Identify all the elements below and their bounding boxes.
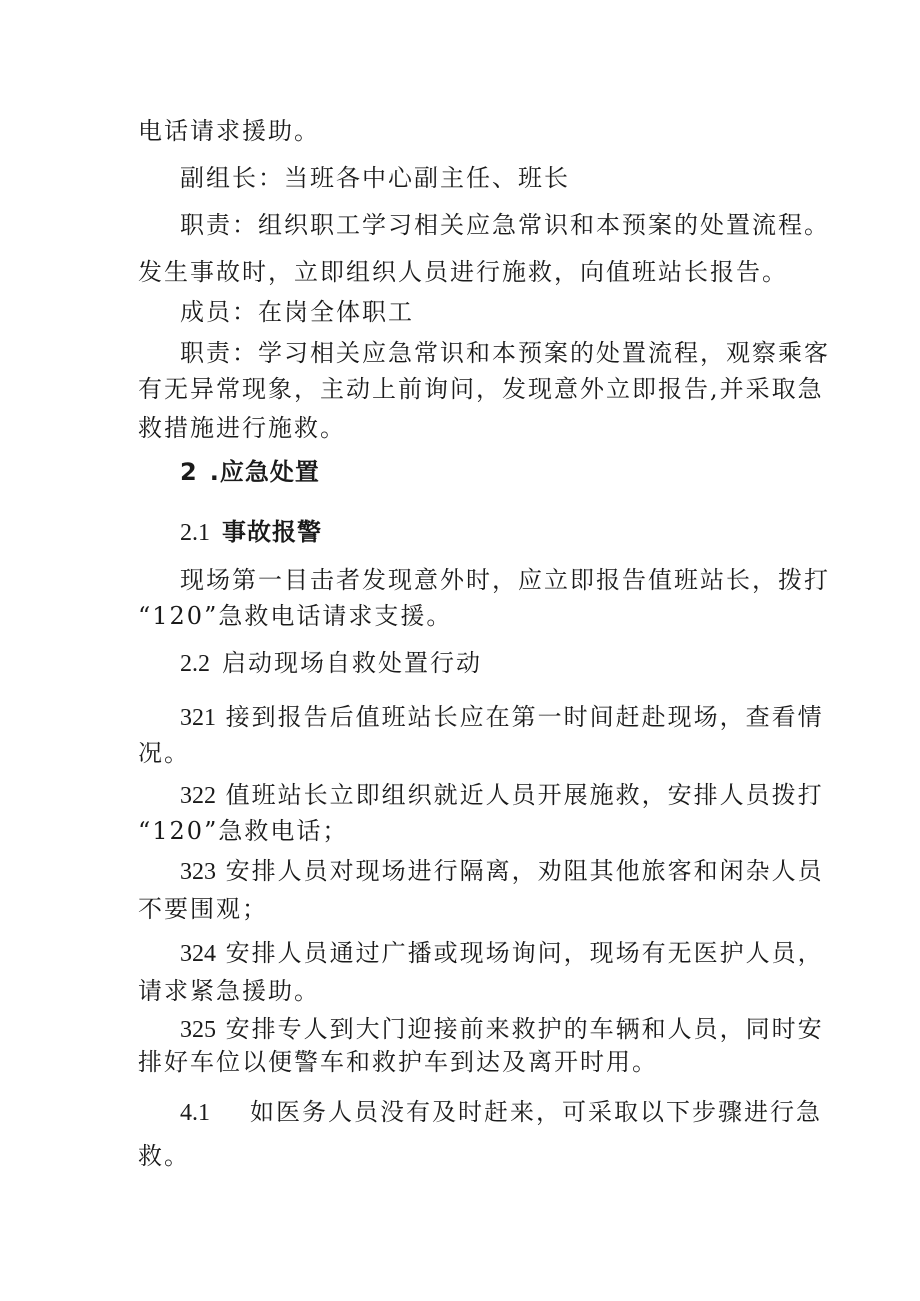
list-item [180,1014,824,1045]
list-item-continuation: “120”急救电话； [138,817,349,845]
paragraph-line: 救。 [138,1142,190,1170]
list-item [180,702,824,733]
section-heading-2-2 [180,648,482,679]
list-item-continuation: 请求紧急援助。 [138,977,320,1005]
item-number: 321 [180,705,216,731]
list-item [180,780,824,811]
paragraph-line: 现场第一目击者发现意外时，应立即报告值班站长，拨打 [180,566,830,594]
section-number: 2 [180,458,198,486]
deputy-leader-line: 副组长：当班各中心副主任、班长 [180,164,570,192]
item-text: 接到报告后值班站长应在第一时间赶赴现场，查看情 [225,703,824,731]
section-number: 4.1 [180,1100,210,1126]
members-line: 成员：在岗全体职工 [180,298,414,326]
list-item-continuation: 排好车位以便警车和救护车到达及离开时用。 [138,1048,658,1076]
section-title: 启动现场自救处置行动 [222,649,482,677]
body-line: 有无异常现象，主动上前询问，发现意外立即报告,并采取急 [138,375,824,403]
list-item [180,856,824,887]
body-line: 发生事故时，立即组织人员进行施救，向值班站长报告。 [138,258,788,286]
section-number: 2.2 [180,651,210,677]
item-text: 安排人员对现场进行隔离，劝阻其他旅客和闲杂人员 [225,857,824,885]
section-text: 如医务人员没有及时赶来，可采取以下步骤进行急 [250,1098,822,1126]
section-title: 事故报警 [222,518,322,546]
section-4-1 [180,1097,822,1128]
item-text: 安排专人到大门迎接前来救护的车辆和人员，同时安 [225,1015,824,1043]
body-line: 电话请求援助。 [138,117,320,145]
list-item-continuation: 不要围观； [138,895,268,923]
section-number: 2.1 [180,520,210,546]
item-number: 323 [180,859,216,885]
item-number: 322 [180,783,216,809]
duty-line: 职责：学习相关应急常识和本预案的处置流程，观察乘客 [180,339,830,367]
list-item-continuation: 况。 [138,739,190,767]
list-item [180,938,824,969]
section-title: .应急处置 [209,458,320,486]
item-text: 安排人员通过广播或现场询问，现场有无医护人员， [225,939,824,967]
body-line: 救措施进行施救。 [138,414,346,442]
item-number: 325 [180,1017,216,1043]
paragraph-line: “120”急救电话请求支援。 [138,602,453,630]
section-heading-2 [180,457,320,487]
item-text: 值班站长立即组织就近人员开展施救，安排人员拨打 [225,781,824,809]
item-number: 324 [180,941,216,967]
duty-line: 职责：组织职工学习相关应急常识和本预案的处置流程。 [180,211,830,239]
section-heading-2-1 [180,517,322,548]
